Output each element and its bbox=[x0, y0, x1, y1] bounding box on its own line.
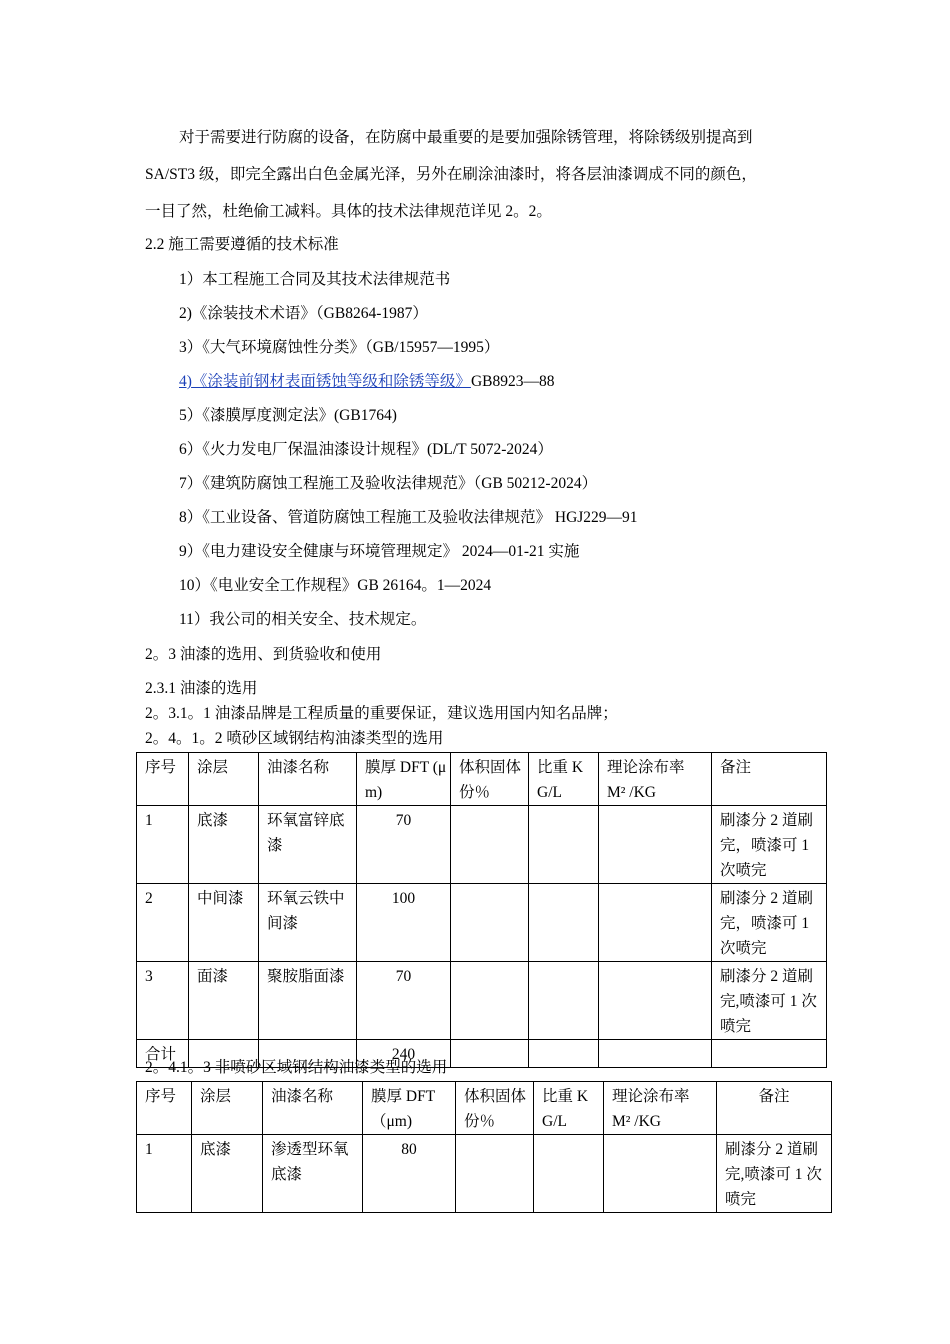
table2-caption: 2。4.1。3 非喷砂区域钢结构油漆类型的选用 bbox=[145, 1059, 448, 1076]
rate-label: 理论涂布率 bbox=[612, 1088, 690, 1105]
standard-item-4-link[interactable]: 《涂装前钢材表面锈蚀等级和除锈等级》 bbox=[191, 373, 471, 390]
standard-item-3: 3）《大气环境腐蚀性分类》（GB/15957—1995） bbox=[179, 339, 500, 356]
cell: 3 bbox=[137, 962, 189, 1040]
table-row bbox=[137, 806, 827, 884]
standard-item-9: 9）《电力建设安全健康与环境管理规定》 2024—01-21 实施 bbox=[179, 543, 580, 560]
table-header-row bbox=[137, 1082, 832, 1135]
table-row bbox=[137, 884, 827, 962]
standard-item-7: 7）《建筑防腐蚀工程施工及验收法律规范》（GB 50212-2024） bbox=[179, 475, 598, 492]
cell bbox=[534, 1135, 604, 1213]
cell: 240 bbox=[357, 1040, 451, 1068]
header-cell: 涂层 bbox=[192, 1082, 263, 1135]
cell bbox=[451, 962, 529, 1040]
cell: 刷漆分 2 道刷完,喷漆可 1 次喷完 bbox=[717, 1135, 832, 1213]
rate-label: 理论涂布率 bbox=[607, 759, 685, 776]
standard-item-11: 11）我公司的相关安全、技术规定。 bbox=[179, 611, 427, 628]
cell: 刷漆分 2 道刷完，喷漆可 1 次喷完 bbox=[712, 884, 827, 962]
cell: 100 bbox=[357, 884, 451, 962]
rate-unit: M² /KG bbox=[612, 1113, 661, 1130]
standard-item-1: 1）本工程施工合同及其技术法律规范书 bbox=[179, 271, 451, 288]
header-cell bbox=[599, 753, 712, 806]
cell: 1 bbox=[137, 806, 189, 884]
cell bbox=[529, 962, 599, 1040]
cell: 刷漆分 2 道刷完,喷漆可 1 次喷完 bbox=[712, 962, 827, 1040]
cell bbox=[451, 884, 529, 962]
header-cell: 备注 bbox=[717, 1082, 832, 1135]
table1-caption: 2。4。1。2 喷砂区域钢结构油漆类型的选用 bbox=[145, 730, 444, 747]
cell bbox=[599, 1040, 712, 1068]
rate-unit: M² /KG bbox=[607, 784, 656, 801]
cell: 80 bbox=[363, 1135, 456, 1213]
cell: 70 bbox=[357, 806, 451, 884]
header-cell: 油漆名称 bbox=[259, 753, 357, 806]
table-row bbox=[137, 1135, 832, 1213]
cell bbox=[451, 1040, 529, 1068]
intro-line-1: 对于需要进行防腐的设备，在防腐中最重要的是要加强除锈管理，将除锈级别提高到 bbox=[179, 129, 753, 146]
cell: 底漆 bbox=[189, 806, 259, 884]
section-heading-2-2: 2.2 施工需要遵循的技术标准 bbox=[145, 236, 339, 253]
standard-item-5: 5）《漆膜厚度测定法》(GB1764) bbox=[179, 407, 397, 424]
cell: 面漆 bbox=[189, 962, 259, 1040]
header-cell: 体积固体份％ bbox=[456, 1082, 534, 1135]
standard-item-10: 10）《电业安全工作规程》GB 26164。1—2024 bbox=[179, 577, 492, 594]
cell: 刷漆分 2 道刷完，喷漆可 1 次喷完 bbox=[712, 806, 827, 884]
header-cell: 膜厚 DFT (μm) bbox=[357, 753, 451, 806]
header-cell: 序号 bbox=[137, 753, 189, 806]
cell: 渗透型环氧底漆 bbox=[263, 1135, 363, 1213]
subsection-2-3-1: 2.3.1 油漆的选用 bbox=[145, 680, 258, 697]
table-header-row bbox=[137, 753, 827, 806]
standard-item-6: 6）《火力发电厂保温油漆设计规程》(DL/T 5072-2024） bbox=[179, 441, 553, 458]
cell: 中间漆 bbox=[189, 884, 259, 962]
cell: 1 bbox=[137, 1135, 192, 1213]
cell bbox=[712, 1040, 827, 1068]
header-cell: 油漆名称 bbox=[263, 1082, 363, 1135]
cell bbox=[529, 1040, 599, 1068]
paint-table-non-sandblast bbox=[136, 1081, 832, 1213]
cell bbox=[599, 962, 712, 1040]
header-cell: 体积固体份％ bbox=[451, 753, 529, 806]
standard-item-2: 2)《涂装技术术语》（GB8264-1987） bbox=[179, 305, 428, 322]
cell bbox=[529, 806, 599, 884]
cell: 底漆 bbox=[192, 1135, 263, 1213]
header-cell: 膜厚 DFT（μm) bbox=[363, 1082, 456, 1135]
header-cell bbox=[604, 1082, 717, 1135]
cell bbox=[599, 884, 712, 962]
standard-item-4-prefix: 4) bbox=[179, 373, 192, 390]
cell bbox=[456, 1135, 534, 1213]
cell: 聚胺脂面漆 bbox=[259, 962, 357, 1040]
intro-line-2: SA/ST3 级，即完全露出白色金属光泽，另外在刷涂油漆时，将各层油漆调成不同的颜色， bbox=[145, 166, 757, 183]
header-cell: 序号 bbox=[137, 1082, 192, 1135]
cell bbox=[451, 806, 529, 884]
header-cell: 比重 KG/L bbox=[529, 753, 599, 806]
cell bbox=[604, 1135, 717, 1213]
cell: 2 bbox=[137, 884, 189, 962]
intro-line-3: 一目了然，杜绝偷工减料。具体的技术法律规范详见 2。2。 bbox=[145, 203, 552, 220]
header-cell: 比重 KG/L bbox=[534, 1082, 604, 1135]
table-row bbox=[137, 962, 827, 1040]
header-cell: 涂层 bbox=[189, 753, 259, 806]
subsection-2-3-1-1: 2。3.1。1 油漆品牌是工程质量的重要保证，建议选用国内知名品牌； bbox=[145, 705, 618, 722]
cell: 70 bbox=[357, 962, 451, 1040]
cell bbox=[529, 884, 599, 962]
cell: 合计 bbox=[137, 1040, 189, 1068]
standard-item-8: 8）《工业设备、管道防腐蚀工程施工及验收法律规范》 HGJ229—91 bbox=[179, 509, 638, 526]
paint-table-sandblast bbox=[136, 752, 827, 1068]
header-cell: 备注 bbox=[712, 753, 827, 806]
cell: 环氧富锌底漆 bbox=[259, 806, 357, 884]
standard-item-4 bbox=[179, 372, 554, 392]
standard-item-4-suffix: GB8923—88 bbox=[470, 373, 555, 390]
cell: 环氧云铁中间漆 bbox=[259, 884, 357, 962]
section-heading-2-3: 2。3 油漆的选用、到货验收和使用 bbox=[145, 646, 382, 663]
cell bbox=[599, 806, 712, 884]
